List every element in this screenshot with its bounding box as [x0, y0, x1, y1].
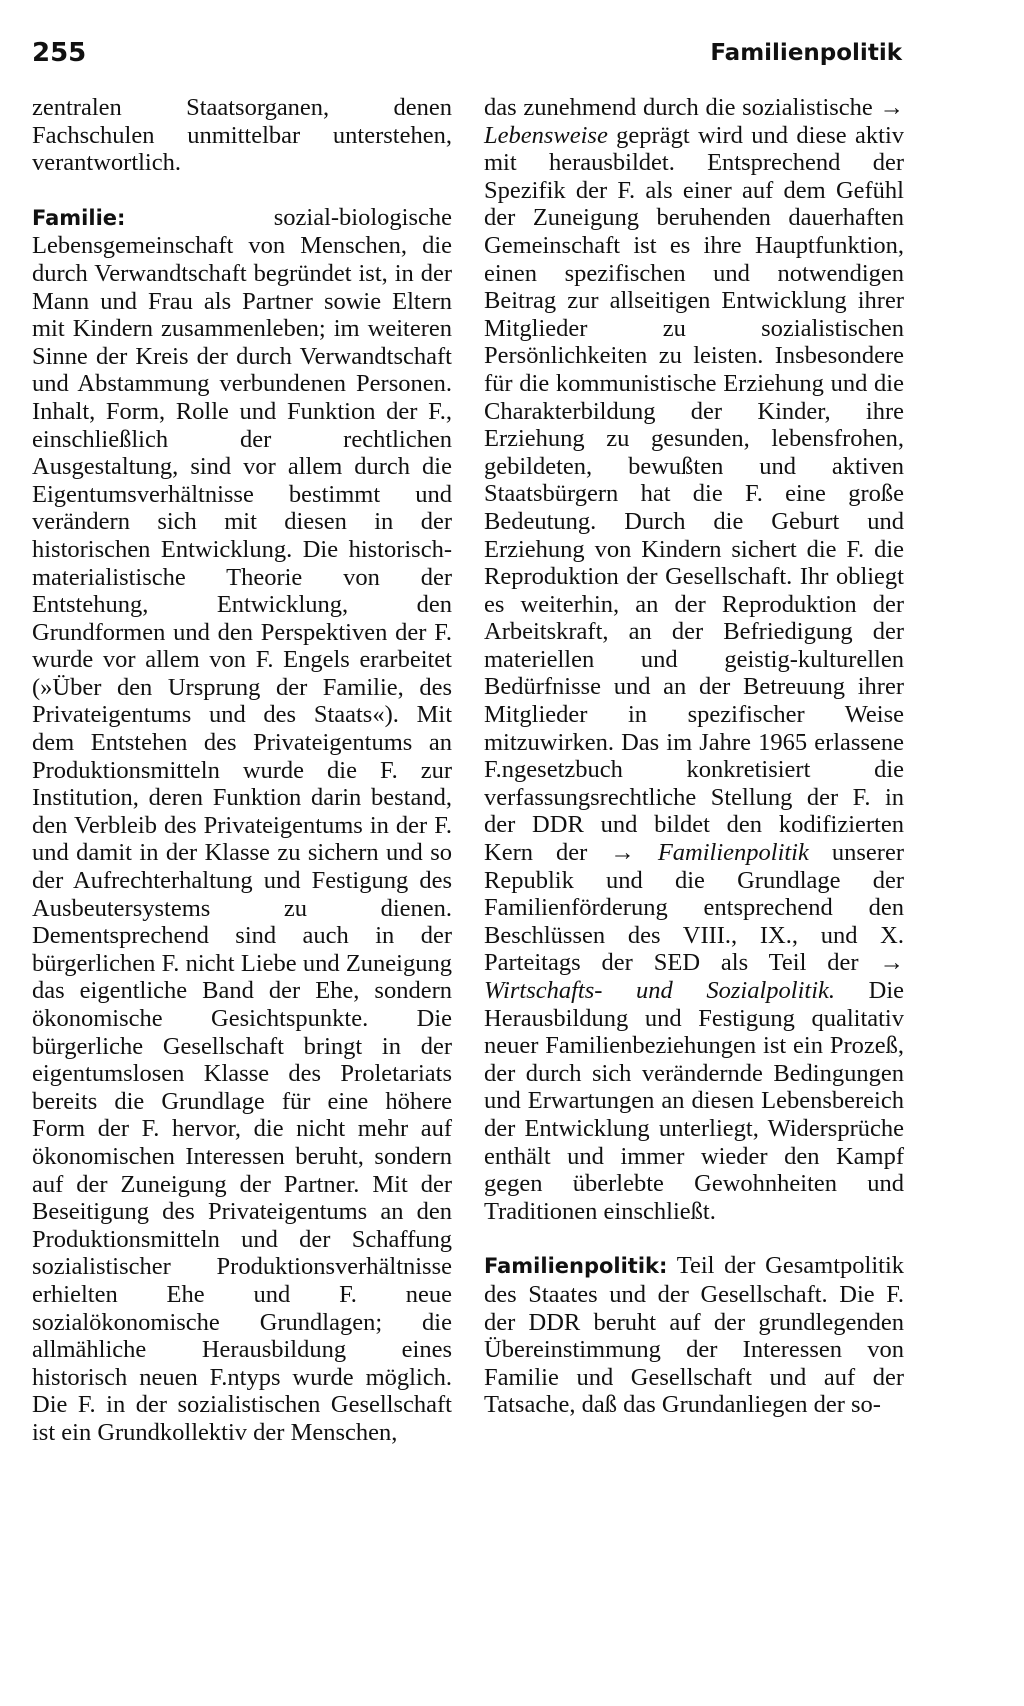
entry-familie: [32, 204, 452, 1447]
page-number: 255: [32, 38, 87, 68]
entry-familie-text: sozial-biologische Lebensgemeinschaft von Menschen, die durch Verwandtschaft begründet ist, in der Mann und Frau als Partner sowie Eltern mit Kindern zusammenleben; im weiteren Sinne der Kreis der durch Verwandtschaft und Abstammung verbundenen Personen. Inhalt, Form, Rolle und Funktion der F., einschließlich der rechtlichen Ausgestaltung, sind vor allem durch die Eigentumsverhältnisse bestimmt und verändern sich mit diesen in der historischen Entwicklung. Die historisch-materialistische Theorie von der Entstehung, Entwicklung, den Grundformen und den Perspektiven der F. wurde vor allem von F. Engels erarbeitet (»Über den Ursprung der Familie, des Privateigentums und des Staats«). Mit dem Entstehen des Privateigentums an Produktionsmitteln wurde die F. zur Institution, deren Funktion darin bestand, den Verbleib des Privateigentums in der F. und damit in der Klasse zu sichern und so der Aufrechterhaltung und Festigung des Ausbeutersystems zu dienen. Dementsprechend sind auch in der bürgerlichen F. nicht Liebe und Zuneigung das eigentliche Band der Ehe, sondern ökonomische Gesichtspunkte. Die bürgerliche Gesellschaft bringt in der eigentumslosen Klasse des Proletariats bereits die Grundlage für eine höhere Form der F. hervor, die nicht mehr auf ökonomischen Interessen beruht, sondern auf der Zuneigung der Partner. Mit der Beseitigung des Privateigentums an den Produktionsmitteln und der Schaffung sozialistischer Produktionsverhältnisse erhielten Ehe und F. neue sozialökonomische Grundlagen; die allmähliche Herausbildung eines historisch neuen F.ntyps wurde möglich. Die F. in der sozialistischen Gesellschaft ist ein Grundkollektiv der Menschen,: [32, 203, 452, 1446]
arrow-icon: →: [879, 949, 904, 977]
headword-familie: Familie:: [32, 205, 126, 230]
text-segment: Die Herausbildung und Festigung qualitativ neuer Familienbeziehungen ist ein Prozeß, der durch sich verändernde Bedingungen und Erwartungen an diesen Lebensbereich der Entwicklung unterliegt, Widersprüche enthält und immer wieder den Kampf gegen überlebte Gewohnheiten und Traditionen einschließt.: [484, 977, 904, 1225]
xref-wirtschafts-und-sozialpolitik: Wirtschafts- und Sozialpolitik.: [484, 977, 836, 1004]
xref-lebensweise: Lebensweise: [484, 121, 608, 149]
arrow-icon: →: [610, 839, 635, 867]
entry-familie-continuation: [484, 94, 904, 1225]
xref-familienpolitik: Familienpolitik: [657, 839, 809, 867]
entry-familienpolitik-text: Teil der Gesamtpolitik des Staates und der Gesellschaft. Die F. der DDR beruht auf der grundlegenden Übereinstimmung der Interessen von Familie und Gesellschaft und auf der Tatsache, daß das Grundanliegen der so-: [484, 1252, 904, 1419]
entry-familienpolitik: [484, 1252, 904, 1419]
headword-familienpolitik: Familienpolitik:: [484, 1254, 668, 1279]
text-segment: geprägt wird und diese aktiv mit herausbildet. Entsprechend der Spezifik der F. als einer auf dem Gefühl der Zuneigung beruhenden dauerhaften Gemeinschaft ist es ihre Hauptfunktion, einen spezifischen und notwendigen Beitrag zur allseitigen Entwicklung ihrer Mitglieder zu sozialistischen Persönlichkeiten zu leisten. Insbesondere für die kommunistische Erziehung und die Charakterbildung der Kinder, ihre Erziehung zu gesunden, lebensfrohen, gebildeten, bewußten und aktiven Staatsbürgern hat die F. eine große Bedeutung. Durch die Geburt und Erziehung von Kindern sichert die F. die Reproduktion der Gesellschaft. Ihr obliegt es weiterhin, an der Reproduktion der Arbeitskraft, an der Befriedigung der materiellen und geistig-kulturellen Bedürfnisse und an der Betreuung ihrer Mitglieder in spezifischer Weise mitzuwirken. Das im Jahre 1965 erlassene F.ngesetzbuch konkretisiert die verfassungsrechtliche Stellung der F. in der DDR und bildet den kodifizierten Kern der: [484, 121, 904, 867]
text-segment: das zunehmend durch die sozialistische: [484, 94, 880, 121]
text-segment: unserer Republik und die Grundlage der Familienförderung entsprechend den Beschlüssen des VIII., IX., und X. Parteitags der SED als Teil der: [484, 839, 904, 977]
arrow-icon: →: [879, 94, 904, 121]
left-column: [32, 94, 452, 1447]
running-head: Familienpolitik: [710, 40, 902, 66]
right-column: [484, 94, 904, 1419]
paragraph-continuation: zentralen Staatsorganen, denen Fachschulen unmittelbar unterstehen, verantwortlich.: [32, 94, 452, 177]
